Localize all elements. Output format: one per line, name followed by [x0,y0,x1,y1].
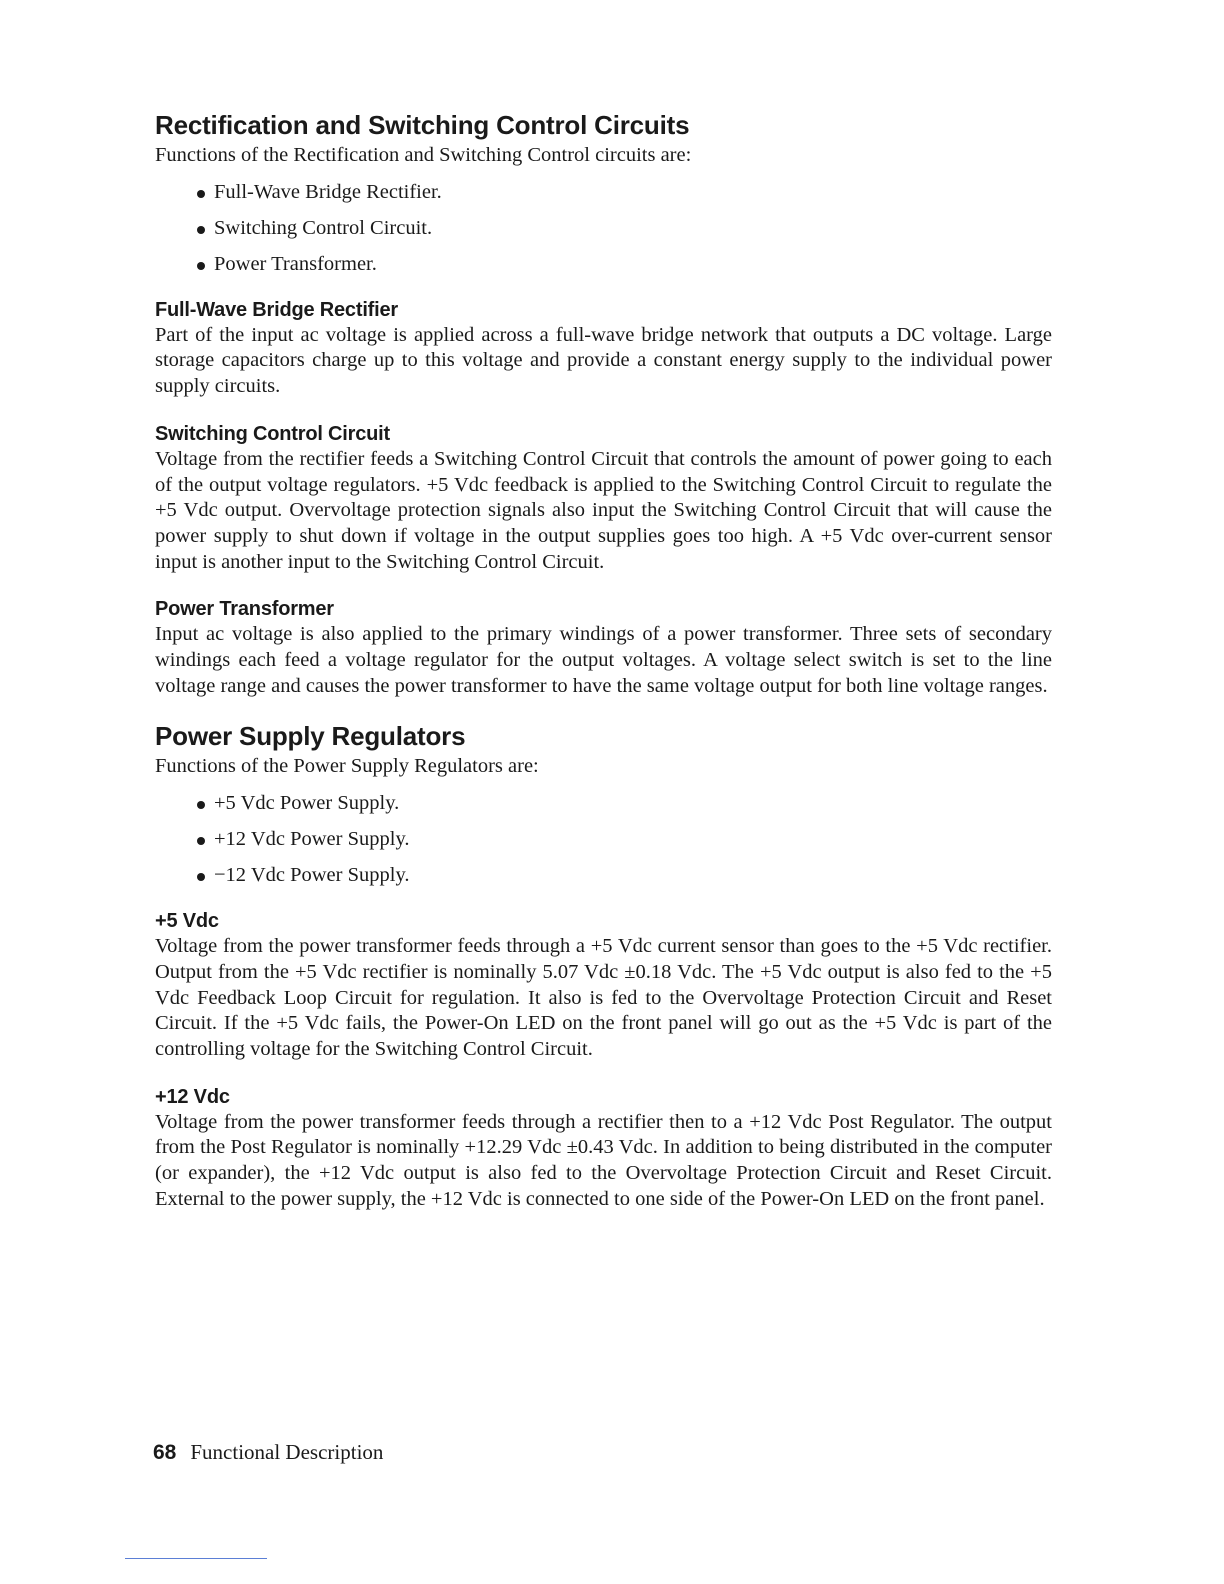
list-item-text: +12 Vdc Power Supply. [214,828,410,851]
footer-section-name: Functional Description [190,1440,384,1464]
page-content [155,108,1052,1212]
subsection-title: +12 Vdc [155,1085,230,1108]
subsection-body: Voltage from the power transformer feeds through a rectifier then to a +12 Vdc Post Regulator. The output from the Post Regulator is nominally +12.29 Vdc ±0.43 Vdc. In addition to being distributed in the computer (or expander), the +12 Vdc output is also fed to the Overvoltage Protection Circuit and Reset Circuit. External to the power supply, the +12 Vdc is connected to one side of the Power-On LED on the front panel. [155,1110,1052,1210]
list-item-text: Full-Wave Bridge Rectifier. [214,180,442,203]
list-item [155,863,1052,888]
page-number: 68 [153,1441,177,1464]
subsection-title: Power Transformer [155,598,334,621]
list-item-text: Power Transformer. [214,252,377,275]
list-item [155,252,1052,277]
list-item [155,827,1052,852]
section-intro: Functions of the Power Supply Regulators are: [155,755,539,778]
list-item [155,791,1052,816]
bullet-icon [197,190,205,198]
subsection-title: Full-Wave Bridge Rectifier [155,298,398,321]
section-title-regulators: Power Supply Regulators [155,721,466,752]
bottom-divider [125,1558,267,1559]
subsection-title: +5 Vdc [155,910,219,933]
section-title-rectification: Rectification and Switching Control Circuits [155,110,690,140]
subsection-title: Switching Control Circuit [155,422,390,445]
section-intro: Functions of the Rectification and Switching Control circuits are: [155,144,692,166]
bullet-icon [197,873,205,881]
list-item-text: −12 Vdc Power Supply. [214,864,410,887]
list-item-text: Switching Control Circuit. [214,216,433,239]
bullet-icon [197,801,205,809]
bullet-list [155,791,1052,888]
list-item [155,216,1052,241]
bullet-icon [197,226,205,234]
subsection-body: Voltage from the rectifier feeds a Switching Control Circuit that controls the amount of power going to each of the output voltage regulators. +5 Vdc feedback is applied to the Switching Control Circuit to regulate the +5 Vdc output. Overvoltage protection signals also input the Switching Control Circuit that will cause the power supply to shut down if voltage in the output supplies goes too high. A +5 Vdc over-current sensor input is another input to the Switching Control Circuit. [155,447,1052,573]
bullet-icon [197,837,205,845]
subsection-body: Part of the input ac voltage is applied across a full-wave bridge network that outputs a DC voltage. Large storage capacitors charge up to this voltage and provide a constant energy supply to the individual power supply circuits. [155,323,1052,398]
list-item-text: +5 Vdc Power Supply. [214,792,400,815]
page-footer [153,1437,383,1468]
bullet-icon [197,262,205,270]
bullet-list [155,180,1052,277]
subsection-body: Input ac voltage is also applied to the primary windings of a power transformer. Three sets of secondary windings each feed a voltage regulator for the output voltages. A voltage select switch is set to the line voltage range and causes the power transformer to have the same voltage output for both line voltage ranges. [155,623,1052,697]
subsection-body: Voltage from the power transformer feeds through a +5 Vdc current sensor than goes to the +5 Vdc rectifier. Output from the +5 Vdc rectifier is nominally 5.07 Vdc ±0.18 Vdc. The +5 Vdc output is also fed to the +5 Vdc Feedback Loop Circuit for regulation. It also is fed to the Overvoltage Protection Circuit and Reset Circuit. If the +5 Vdc fails, the Power-On LED on the front panel will go out as the +5 Vdc is part of the controlling voltage for the Switching Control Circuit. [155,935,1052,1060]
list-item [155,180,1052,205]
